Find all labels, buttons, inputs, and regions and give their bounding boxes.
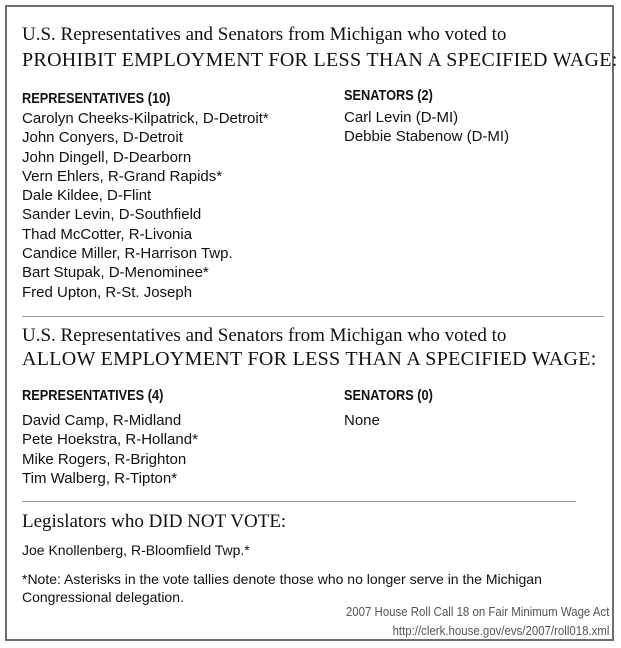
list-item: Bart Stupak, D-Menominee* — [22, 264, 209, 282]
divider — [22, 501, 576, 502]
section1-sens-heading: SENATORS (2) — [344, 88, 433, 104]
list-item: Debbie Stabenow (D-MI) — [344, 128, 510, 146]
footnote: *Note: Asterisks in the vote tallies denote those who no longer serve in the Michigan Congressional delegation. — [22, 571, 542, 605]
list-item: Thad McCotter, R-Livonia — [22, 225, 193, 243]
section1-reps-heading: REPRESENTATIVES (10) — [22, 91, 171, 107]
list-item: Fred Upton, R-St. Joseph — [22, 283, 193, 301]
list-item: Sander Levin, D-Southfield — [22, 206, 202, 224]
section2-reps-list — [22, 411, 198, 488]
list-item: Dale Kildee, D-Flint — [22, 187, 152, 205]
section1-sens-list — [344, 108, 509, 147]
list-item: Carl Levin (D-MI) — [344, 109, 459, 126]
list-item: Joe Knollenberg, R-Bloomfield Twp.* — [22, 542, 250, 558]
section1-reps-list — [22, 109, 269, 302]
list-item: Vern Ehlers, R-Grand Rapids* — [22, 167, 223, 185]
section2-sens-list — [344, 411, 380, 430]
section3-heading: Legislators who DID NOT VOTE: — [22, 511, 287, 532]
list-item: Pete Hoekstra, R-Holland* — [22, 431, 198, 449]
citation-url: http://clerk.house.gov/evs/2007/roll018.xml — [392, 623, 609, 638]
list-item: Carolyn Cheeks-Kilpatrick, D-Detroit* — [22, 110, 269, 127]
section2-sens-heading: SENATORS (0) — [344, 388, 433, 404]
section2-intro: U.S. Representatives and Senators from Michigan who voted to — [22, 325, 507, 346]
list-item: None — [344, 412, 380, 429]
list-item: Candice Miller, R-Harrison Twp. — [22, 245, 233, 263]
list-item: John Conyers, D-Detroit — [22, 129, 183, 147]
list-item: Mike Rogers, R-Brighton — [22, 450, 187, 468]
citation-title: 2007 House Roll Call 18 on Fair Minimum Wage Act — [345, 604, 609, 619]
list-item: Tim Walberg, R-Tipton* — [22, 469, 178, 487]
section1-intro: U.S. Representatives and Senators from Michigan who voted to — [22, 24, 507, 45]
section2-action: ALLOW EMPLOYMENT FOR LESS THAN A SPECIFIED WAGE: — [22, 348, 597, 370]
section1-action: PROHIBIT EMPLOYMENT FOR LESS THAN A SPECIFIED WAGE: — [22, 49, 618, 71]
section2-reps-heading: REPRESENTATIVES (4) — [22, 388, 164, 404]
list-item: David Camp, R-Midland — [22, 412, 182, 429]
divider — [22, 316, 604, 317]
list-item: John Dingell, D-Dearborn — [22, 148, 192, 166]
